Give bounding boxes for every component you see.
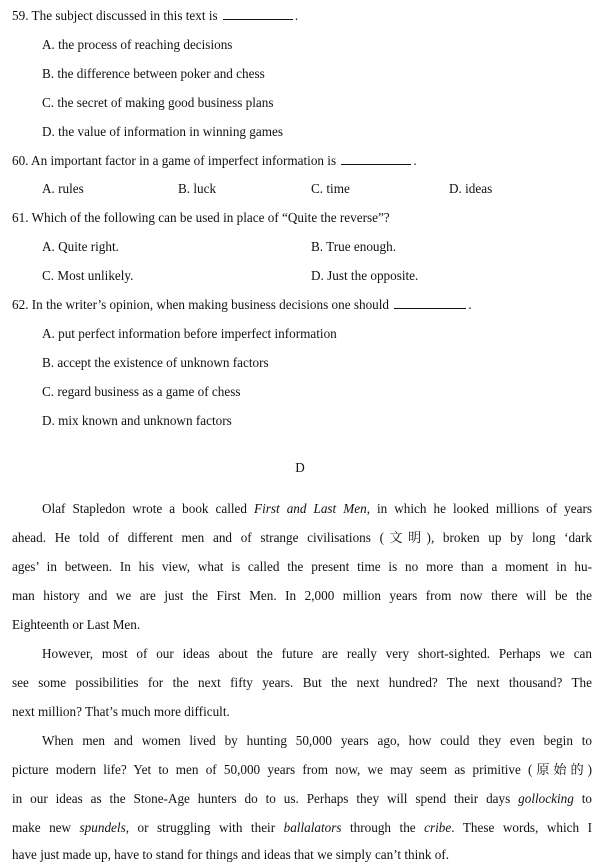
invented-word: spundels: [79, 820, 126, 835]
option-60-a: A. rules: [42, 181, 84, 196]
option-61-c: C. Most unlikely.: [42, 268, 134, 283]
option-60-b: B. luck: [178, 181, 217, 196]
question-stem: 60. An important factor in a game of imperfect information is: [12, 153, 337, 168]
option-61-d: D. Just the opposite.: [311, 268, 419, 283]
option-59-a: A. the process of reaching decisions: [42, 37, 233, 52]
question-stem: 59. The subject discussed in this text is: [12, 8, 218, 23]
paragraph-1-line: ages’ in between. In his view, what is called the present time is no more than a moment in hu-: [12, 559, 592, 574]
question-stem: 62. In the writer’s opinion, when making business decisions one should: [12, 297, 390, 312]
paragraph-1-line: Eighteenth or Last Men.: [12, 617, 141, 632]
invented-word: cribe: [424, 820, 452, 835]
paragraph-1-line: ahead. He told of different men and of strange civilisations (文明), broken up by long ‘dark: [12, 530, 592, 545]
option-60-c: C. time: [311, 181, 350, 196]
question-60: 60. An important factor in a game of imperfect information is .: [12, 153, 417, 168]
option-62-d: D. mix known and unknown factors: [42, 413, 232, 428]
paragraph-3-line: in our ideas as the Stone-Age hunters do to us. Perhaps they will spend their days gollocking to: [12, 791, 592, 806]
option-62-c: C. regard business as a game of chess: [42, 384, 241, 399]
option-62-a: A. put perfect information before imperfect information: [42, 326, 337, 341]
question-61: 61. Which of the following can be used in place of “Quite the reverse”?: [12, 210, 390, 225]
paragraph-1-line: Olaf Stapledon wrote a book called First and Last Men, in which he looked millions of years: [42, 501, 592, 516]
paragraph-3-line: picture modern life? Yet to men of 50,000 years from now, we may seem as primitive (原始的): [12, 762, 592, 777]
option-59-d: D. the value of information in winning games: [42, 124, 283, 139]
answer-blank: [394, 298, 466, 309]
paragraph-3-line: have just made up, have to stand for things and ideas that we simply can’t think of.: [12, 847, 450, 862]
option-61-a: A. Quite right.: [42, 239, 119, 254]
answer-blank: [341, 154, 411, 165]
invented-word: ballalators: [283, 820, 342, 835]
paragraph-1-line: man history and we are just the First Men. In 2,000 million years from now there will be the: [12, 588, 592, 603]
option-60-d: D. ideas: [449, 181, 493, 196]
paragraph-2-line: However, most of our ideas about the future are really very short-sighted. Perhaps we can: [42, 646, 592, 661]
paragraph-2-line: see some possibilities for the next fifty years. But the next hundred? The next thousand? The: [12, 675, 592, 690]
answer-blank: [223, 9, 293, 20]
question-62: 62. In the writer’s opinion, when making business decisions one should .: [12, 297, 472, 312]
option-62-b: B. accept the existence of unknown factors: [42, 355, 269, 370]
passage-heading: D: [295, 460, 305, 475]
invented-word: gollocking: [518, 791, 574, 806]
option-61-b: B. True enough.: [311, 239, 396, 254]
option-59-b: B. the difference between poker and chess: [42, 66, 265, 81]
question-59: 59. The subject discussed in this text is .: [12, 8, 299, 23]
book-title: First and Last Men: [254, 501, 367, 516]
paragraph-3-line: When men and women lived by hunting 50,000 years ago, how could they even begin to: [42, 733, 592, 748]
paragraph-2-line: next million? That’s much more difficult.: [12, 704, 230, 719]
paragraph-3-line: make new spundels, or struggling with their ballalators through the cribe. These words, which I: [12, 820, 592, 835]
option-59-c: C. the secret of making good business plans: [42, 95, 274, 110]
